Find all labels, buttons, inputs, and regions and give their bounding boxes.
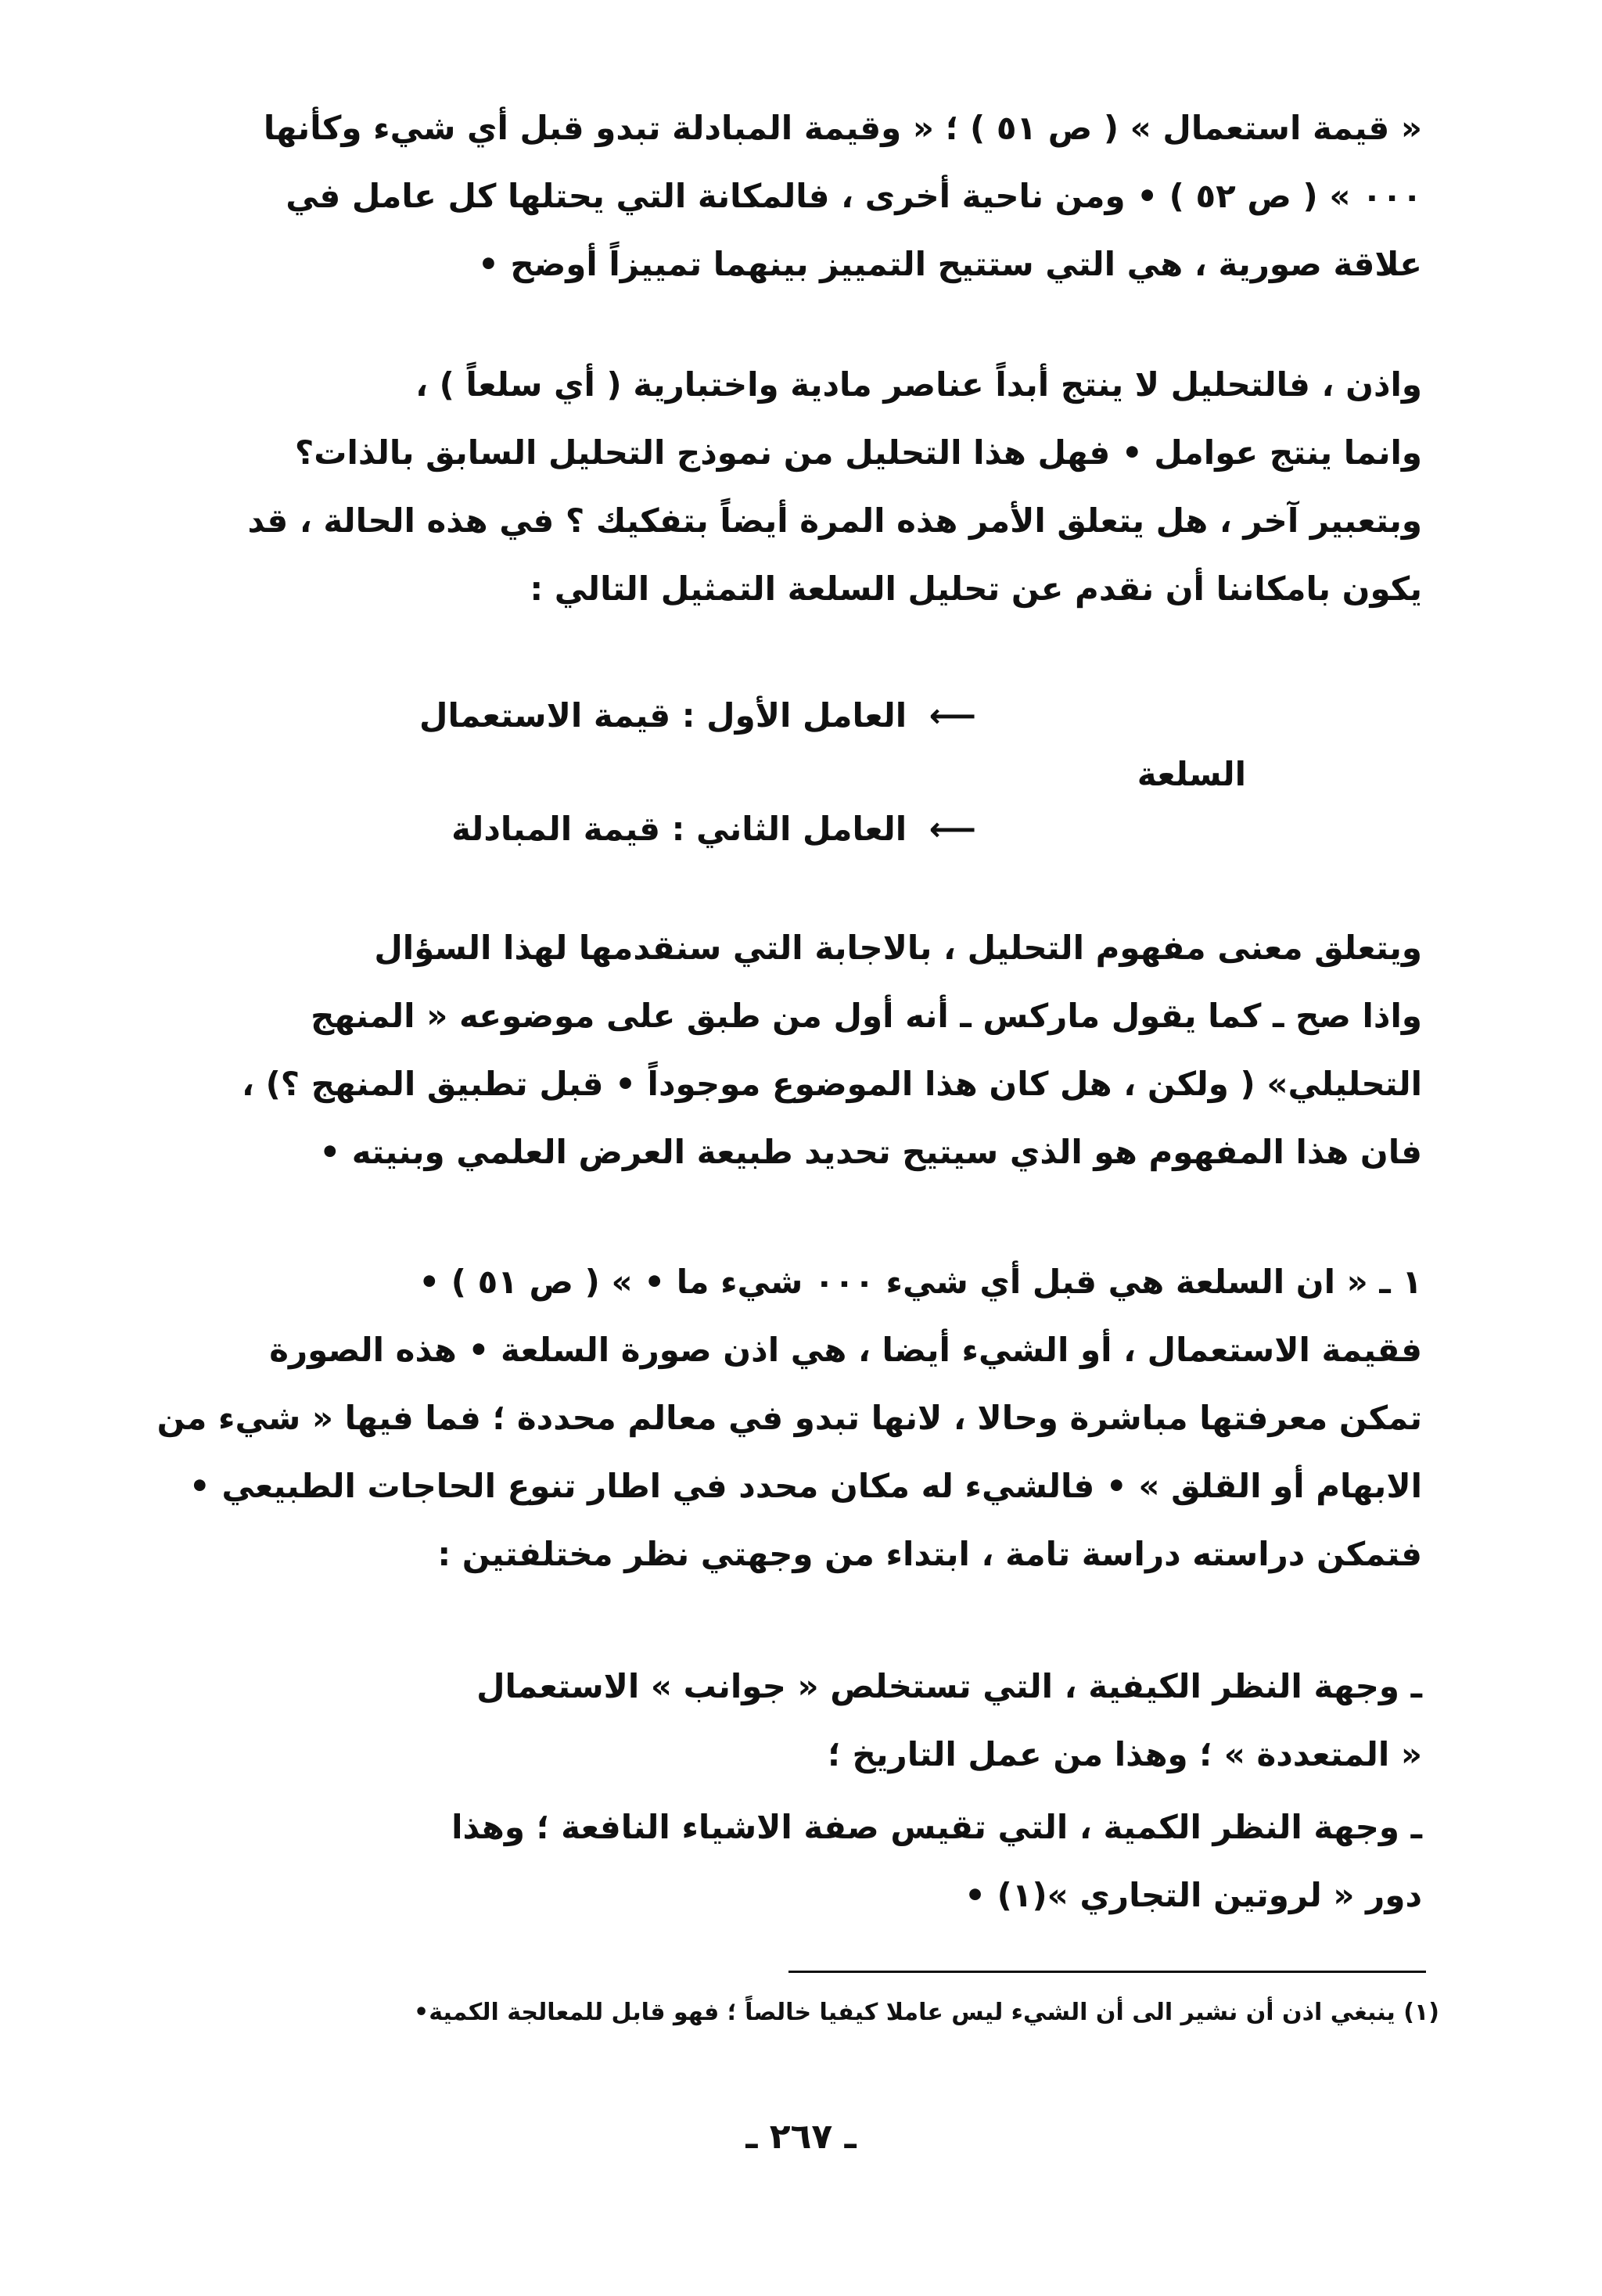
text-line: ١ ـ « ان السلعة هي قبل أي شيء ٠٠٠ شيء ما • » ( ص ٥١ ) • — [418, 1263, 1422, 1301]
diagram-branch-1 — [419, 696, 976, 735]
page-number: ـ ٢٦٧ ـ — [745, 2117, 857, 2157]
text-line: وانما ينتج عوامل • فهل هذا التحليل من نموذج التحليل السابق بالذات؟ — [294, 433, 1422, 472]
text-line: فقيمة الاستعمال ، أو الشيء أيضا ، هي اذن صورة السلعة • هذه الصورة — [269, 1331, 1422, 1369]
text-line: واذن ، فالتحليل لا ينتج أبداً عناصر مادية واختبارية ( أي سلعاً ) ، — [415, 365, 1422, 404]
text-line: فتمكن دراسته دراسة تامة ، ابتداء من وجهتي نظر مختلفتين : — [437, 1535, 1422, 1573]
left-arrow-icon: ⟵ — [929, 696, 976, 735]
paragraph-5 — [171, 1652, 1422, 1788]
left-arrow-icon: ⟵ — [929, 810, 976, 848]
text-line: « قيمة استعمال » ( ص ٥١ ) ؛ « وقيمة المبادلة تبدو قبل أي شيء وكأنها — [263, 109, 1422, 147]
text-line: تمكن معرفتها مباشرة وحالا ، لانها تبدو في معالم محددة ؛ فما فيها « شيء من — [156, 1399, 1422, 1437]
diagram-branch-2 — [451, 810, 976, 848]
paragraph-1 — [171, 94, 1422, 298]
paragraph-3 — [171, 914, 1422, 1186]
text-line: ـ وجهة النظر الكيفية ، التي تستخلص « جوانب » الاستعمال — [476, 1667, 1422, 1705]
text-line: فان هذا المفهوم هو الذي سيتيح تحديد طبيعة العرض العلمي وبنيته • — [319, 1133, 1422, 1171]
text-line: دور « لروتين التجاري »(١) • — [964, 1876, 1422, 1914]
paragraph-6 — [171, 1793, 1422, 1929]
text-line: الابهام أو القلق » • فالشيء له مكان محدد في اطار تنوع الحاجات الطبيعي • — [189, 1467, 1422, 1505]
text-line: ـ وجهة النظر الكمية ، التي تقيس صفة الاشياء النافعة ؛ وهذا — [451, 1808, 1422, 1846]
text-line: واذا صح ـ كما يقول ماركس ـ أنه أول من طبق على موضوعه « المنهج — [311, 997, 1422, 1035]
text-line: يكون بامكاننا أن نقدم عن تحليل السلعة التمثيل التالي : — [530, 570, 1422, 608]
text-line: وبتعبير آخر ، هل يتعلق الأمر هذه المرة أيضاً بتفكيك ؟ في هذه الحالة ، قد — [247, 501, 1422, 540]
diagram-center-label: السلعة — [1137, 755, 1246, 793]
footnote: (١) ينبغي اذن أن نشير الى أن الشيء ليس عاملا كيفيا خالصاً ؛ فهو قابل للمعالجة الكمية• — [414, 1999, 1439, 2026]
paragraph-4 — [156, 1248, 1422, 1588]
text-line: التحليلي» ( ولكن ، هل كان هذا الموضوع موجوداً • قبل تطبيق المنهج ؟) ، — [242, 1065, 1422, 1103]
branch-2-label: العامل الثاني : قيمة المبادلة — [451, 810, 907, 848]
branch-1-label: العامل الأول : قيمة الاستعمال — [419, 696, 907, 735]
paragraph-2 — [171, 350, 1422, 623]
text-line: علاقة صورية ، هي التي ستتيح التمييز بينهما تمييزاً أوضح • — [477, 245, 1422, 283]
text-line: ويتعلق معنى مفهوم التحليل ، بالاجابة التي سنقدمها لهذا السؤال — [374, 929, 1422, 967]
text-line: « المتعددة » ؛ وهذا من عمل التاريخ ؛ — [828, 1735, 1422, 1773]
footnote-divider — [788, 1971, 1426, 1973]
text-line: ٠٠٠ » ( ص ٥٢ ) • ومن ناحية أخرى ، فالمكانة التي يحتلها كل عامل في — [286, 177, 1422, 215]
